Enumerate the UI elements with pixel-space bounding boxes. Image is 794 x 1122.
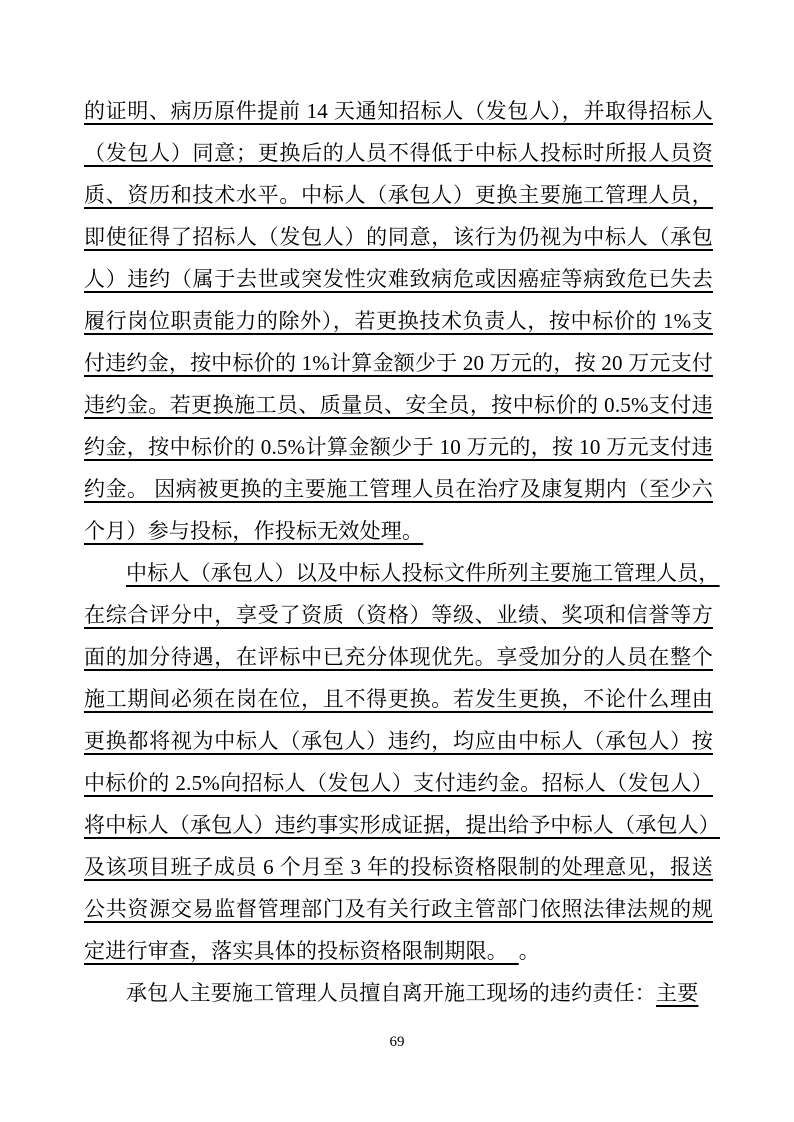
underlined-text [498,939,519,963]
text-line [84,258,713,300]
text-line [84,720,713,762]
underlined-text: 约金，按中标价的 0.5%计算金额少于 10 万元的，按 10 万元支付违 [84,435,713,459]
underlined-text: 公共资源交易监督管理部门及有关行政主管部门依照法律法规的规 [84,897,713,921]
text-line [84,90,713,132]
underlined-text: 主要 [656,981,699,1005]
text-line [84,972,713,1014]
text-line [84,930,713,972]
text-line [84,216,713,258]
underlined-text: 及该项目班子成员 6 个月至 3 年的投标资格限制的处理意见，报送 [84,855,713,879]
underlined-text: 施工期间必须在岗在位，且不得更换。若发生更换，不论什么理由 [84,687,713,711]
text-line [84,510,713,552]
underlined-text: 质、资历和技术水平。中标人（承包人）更换主要施工管理人员， [84,183,713,207]
underlined-text: 约金。 因病被更换的主要施工管理人员在治疗及康复期内（至少六 [84,477,713,501]
text-block [84,90,720,1014]
text-line [84,888,713,930]
plain-text: 承包人主要施工管理人员擅自离开施工现场的违约责任： [126,981,656,1005]
underlined-text: 中标人（承包人）以及中标人投标文件所列主要施工管理人员， [126,561,720,585]
text-line [84,384,713,426]
text-line [84,594,713,636]
paragraph [84,90,713,552]
underlined-text: 付违约金，按中标价的 1%计算金额少于 20 万元的，按 20 万元支付 [84,351,713,375]
text-line [84,846,713,888]
underlined-text: 即使征得了招标人（发包人）的同意，该行为仍视为中标人（承包 [84,225,713,249]
text-line [84,678,713,720]
underlined-text: 定进行审查，落实具体的投标资格限制期限。 [84,939,498,963]
text-line [84,132,713,174]
underlined-text: 中标价的 2.5%向招标人（发包人）支付违约金。招标人（发包人） [84,771,713,795]
underlined-text: 履行岗位职责能力的除外），若更换技术负责人，按中标价的 1%支 [84,309,713,333]
text-line [84,468,713,510]
page-number: 69 [389,1034,405,1050]
underlined-text: （发包人）同意；更换后的人员不得低于中标人投标时所报人员资 [84,141,713,165]
underlined-text: 个月）参与投标，作投标无效处理。 [84,519,424,543]
underlined-text: 在综合评分中，享受了资质（资格）等级、业绩、奖项和信誉等方 [84,603,713,627]
text-line [84,552,720,594]
paragraph [84,552,720,972]
underlined-text: 人）违约（属于去世或突发性灾难致病危或因癌症等病致危已失去 [84,267,713,291]
underlined-text: 更换都将视为中标人（承包人）违约，均应由中标人（承包人）按 [84,729,713,753]
text-line [84,804,720,846]
underlined-text: 的证明、病历原件提前 14 天通知招标人（发包人），并取得招标人 [84,99,713,123]
text-line [84,762,713,804]
text-line [84,300,713,342]
underlined-text: 将中标人（承包人）违约事实形成证据，提出给予中标人（承包人） [84,813,720,837]
text-line [84,636,713,678]
text-line [84,342,713,384]
text-line [84,174,713,216]
underlined-text: 违约金。若更换施工员、质量员、安全员，按中标价的 0.5%支付违 [84,393,713,417]
paragraph [84,972,713,1014]
underlined-text: 面的加分待遇，在评标中已充分体现优先。享受加分的人员在整个 [84,645,713,669]
text-line [84,426,713,468]
plain-text: 。 [518,939,540,963]
